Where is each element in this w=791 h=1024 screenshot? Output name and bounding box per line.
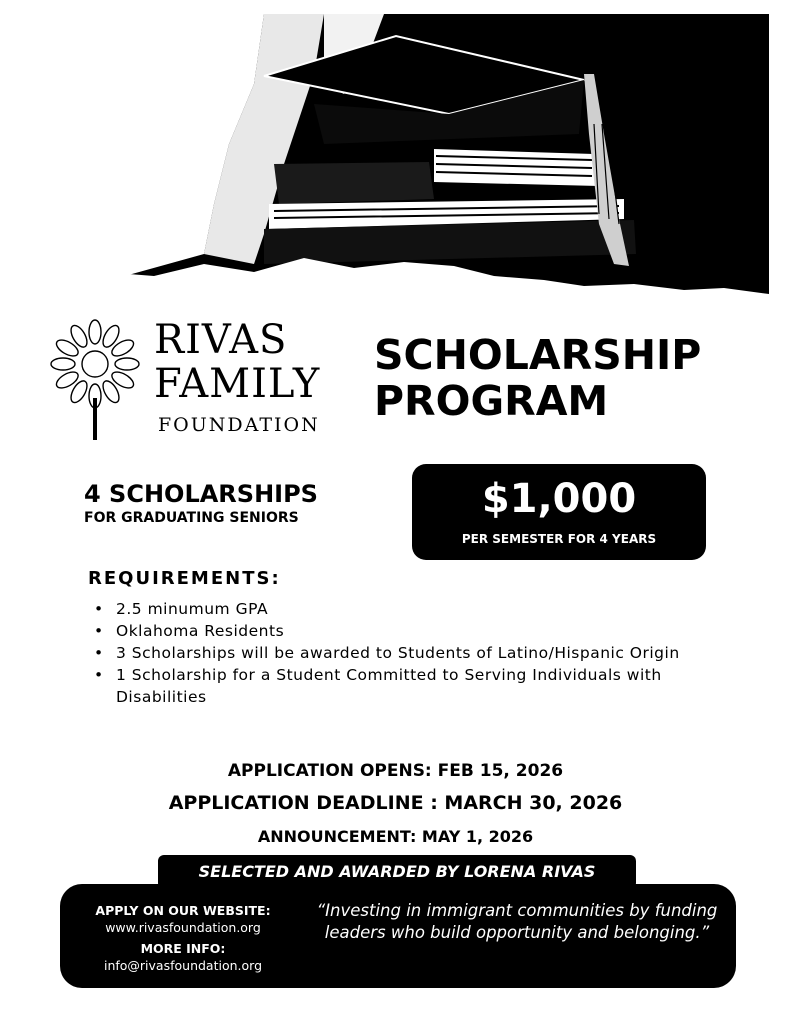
requirement-item: • 1 Scholarship for a Student Committed to Serving Individuals with Disabilities [88, 664, 728, 708]
program-title [374, 332, 774, 424]
requirement-item: • 2.5 minumum GPA [88, 598, 728, 620]
application-opens: APPLICATION OPENS: FEB 15, 2026 [227, 761, 564, 781]
more-info-label: MORE INFO: [140, 941, 226, 956]
contact-info [78, 902, 288, 974]
logo-text-foundation: FOUNDATION [158, 414, 320, 436]
application-deadline: APPLICATION DEADLINE : MARCH 30, 2026 [168, 792, 623, 814]
announcement-date: ANNOUNCEMENT: MAY 1, 2026 [257, 827, 534, 846]
sunflower-icon [48, 318, 148, 444]
program-title-line2: PROGRAM [374, 377, 609, 425]
contact-footer [60, 884, 736, 988]
scholarship-audience: FOR GRADUATING SENIORS [84, 510, 299, 526]
apply-label: APPLY ON OUR WEBSITE: [95, 903, 271, 918]
requirement-item: • 3 Scholarships will be awarded to Students of Latino/Hispanic Origin [88, 642, 728, 664]
logo-text-rivas: RIVAS [154, 317, 288, 363]
logo-text-family: FAMILY [154, 361, 321, 407]
mission-quote: “Investing in immigrant communities by funding leaders who build opportunity and belonging.” [316, 901, 718, 942]
requirements-heading: REQUIREMENTS: [88, 568, 281, 589]
foundation-logo [48, 318, 348, 448]
program-title-line1: SCHOLARSHIP [374, 331, 702, 379]
selected-awarded-banner: SELECTED AND AWARDED BY LORENA RIVAS [158, 855, 636, 889]
award-amount: $1,000 [481, 476, 637, 522]
award-amount-box [412, 464, 706, 560]
key-dates [0, 758, 791, 850]
award-amount-detail: PER SEMESTER FOR 4 YEARS [461, 532, 657, 546]
website-link[interactable]: www.rivasfoundation.org [105, 920, 261, 935]
requirement-item: • Oklahoma Residents [88, 620, 728, 642]
email-link[interactable]: info@rivasfoundation.org [103, 958, 263, 973]
requirements-list [88, 598, 728, 708]
scholarship-count-block [84, 480, 318, 528]
hero-graduation-photo [24, 14, 769, 304]
scholarship-count: 4 SCHOLARSHIPS [84, 480, 318, 508]
graduation-cap-books-image [24, 14, 769, 304]
